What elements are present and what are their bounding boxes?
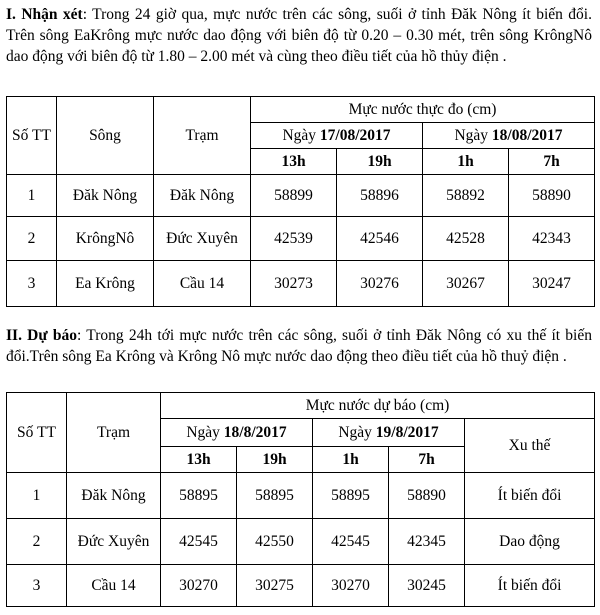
table-row (7, 519, 595, 565)
cell-station: Đức Xuyên (67, 519, 161, 565)
forecast-text: : Trong 24h tới mực nước trên các sông, suối ở tỉnh Đăk Nông có xu thế ít biến đổi.Trên sông Ea Krông và Krông Nô mực nước dao động theo điều tiết của hồ thuỷ điện . (6, 327, 592, 365)
cell-station: Đức Xuyên (154, 217, 251, 261)
cell-value: 58896 (337, 175, 423, 217)
table-row (7, 565, 595, 607)
header-hour: 7h (509, 149, 595, 175)
header-hour: 1h (423, 149, 509, 175)
cell-stt: 1 (7, 175, 57, 217)
forecast-water-level-table (6, 392, 595, 607)
cell-value: 58890 (509, 175, 595, 217)
observation-label: I. Nhận xét (6, 6, 83, 23)
cell-value: 30273 (251, 261, 337, 307)
cell-stt: 2 (7, 217, 57, 261)
cell-value: 42343 (509, 217, 595, 261)
header-station: Trạm (154, 97, 251, 175)
header-hour: 13h (161, 447, 237, 473)
cell-value: 42345 (389, 519, 465, 565)
cell-station: Đăk Nông (154, 175, 251, 217)
observation-text: : Trong 24 giờ qua, mực nước trên các sông, suối ở tỉnh Đăk Nông ít biến đổi. Trên sông EaKrông mực nước dao động với biên độ từ 0.20 – 0.30 mét, trên sông KrôngNô dao động với biên độ từ 1.80 – 2.00 mét và cùng theo điều tiết của hồ thủy điện . (6, 6, 592, 65)
cell-value: 42528 (423, 217, 509, 261)
cell-value: 58892 (423, 175, 509, 217)
header-hour: 1h (313, 447, 389, 473)
table-row (7, 473, 595, 519)
table-row (7, 261, 595, 307)
cell-value: 30247 (509, 261, 595, 307)
header-day2-date: 18/08/2017 (491, 126, 563, 144)
cell-station: Đăk Nông (67, 473, 161, 519)
cell-stt: 2 (7, 519, 67, 565)
cell-value: 42545 (313, 519, 389, 565)
observation-paragraph (6, 4, 592, 67)
cell-station: Cầu 14 (154, 261, 251, 307)
cell-stt: 1 (7, 473, 67, 519)
cell-value: 30275 (237, 565, 313, 607)
header-day1-date: 18/8/2017 (223, 423, 287, 441)
header-day2: Ngày 19/8/2017 (313, 419, 465, 447)
header-hour: 13h (251, 149, 337, 175)
header-hour: 19h (337, 149, 423, 175)
cell-value: 30267 (423, 261, 509, 307)
header-forecast-group: Mực nước dự báo (cm) (161, 393, 595, 419)
cell-river: Đăk Nông (57, 175, 154, 217)
measured-water-level-table (6, 96, 595, 307)
forecast-label: II. Dự báo (6, 327, 78, 344)
table-row (7, 217, 595, 261)
header-day1: Ngày 18/8/2017 (161, 419, 313, 447)
cell-value: 42546 (337, 217, 423, 261)
cell-value: 30276 (337, 261, 423, 307)
cell-trend: Dao động (465, 519, 595, 565)
cell-river: KrôngNô (57, 217, 154, 261)
header-hour: 7h (389, 447, 465, 473)
cell-trend: Ít biến đổi (465, 473, 595, 519)
header-hour: 19h (237, 447, 313, 473)
cell-trend: Ít biến đổi (465, 565, 595, 607)
header-day1: Ngày 17/08/2017 (251, 123, 423, 149)
cell-value: 42550 (237, 519, 313, 565)
header-measured-group: Mực nước thực đo (cm) (251, 97, 595, 123)
cell-value: 58890 (389, 473, 465, 519)
header-day2: Ngày 18/08/2017 (423, 123, 595, 149)
cell-value: 58895 (313, 473, 389, 519)
forecast-paragraph (6, 325, 592, 367)
table-row (7, 175, 595, 217)
header-stt: Số TT (7, 393, 67, 473)
cell-river: Ea Krông (57, 261, 154, 307)
cell-stt: 3 (7, 261, 57, 307)
header-day1-date: 17/08/2017 (319, 126, 391, 144)
cell-value: 30270 (161, 565, 237, 607)
header-river: Sông (57, 97, 154, 175)
header-stt: Số TT (7, 97, 57, 175)
cell-value: 58899 (251, 175, 337, 217)
cell-value: 42545 (161, 519, 237, 565)
header-station: Trạm (67, 393, 161, 473)
cell-value: 30245 (389, 565, 465, 607)
cell-station: Cầu 14 (67, 565, 161, 607)
header-trend: Xu thế (465, 419, 595, 473)
cell-stt: 3 (7, 565, 67, 607)
cell-value: 30270 (313, 565, 389, 607)
cell-value: 58895 (161, 473, 237, 519)
cell-value: 58895 (237, 473, 313, 519)
cell-value: 42539 (251, 217, 337, 261)
header-day2-date: 19/8/2017 (375, 423, 439, 441)
